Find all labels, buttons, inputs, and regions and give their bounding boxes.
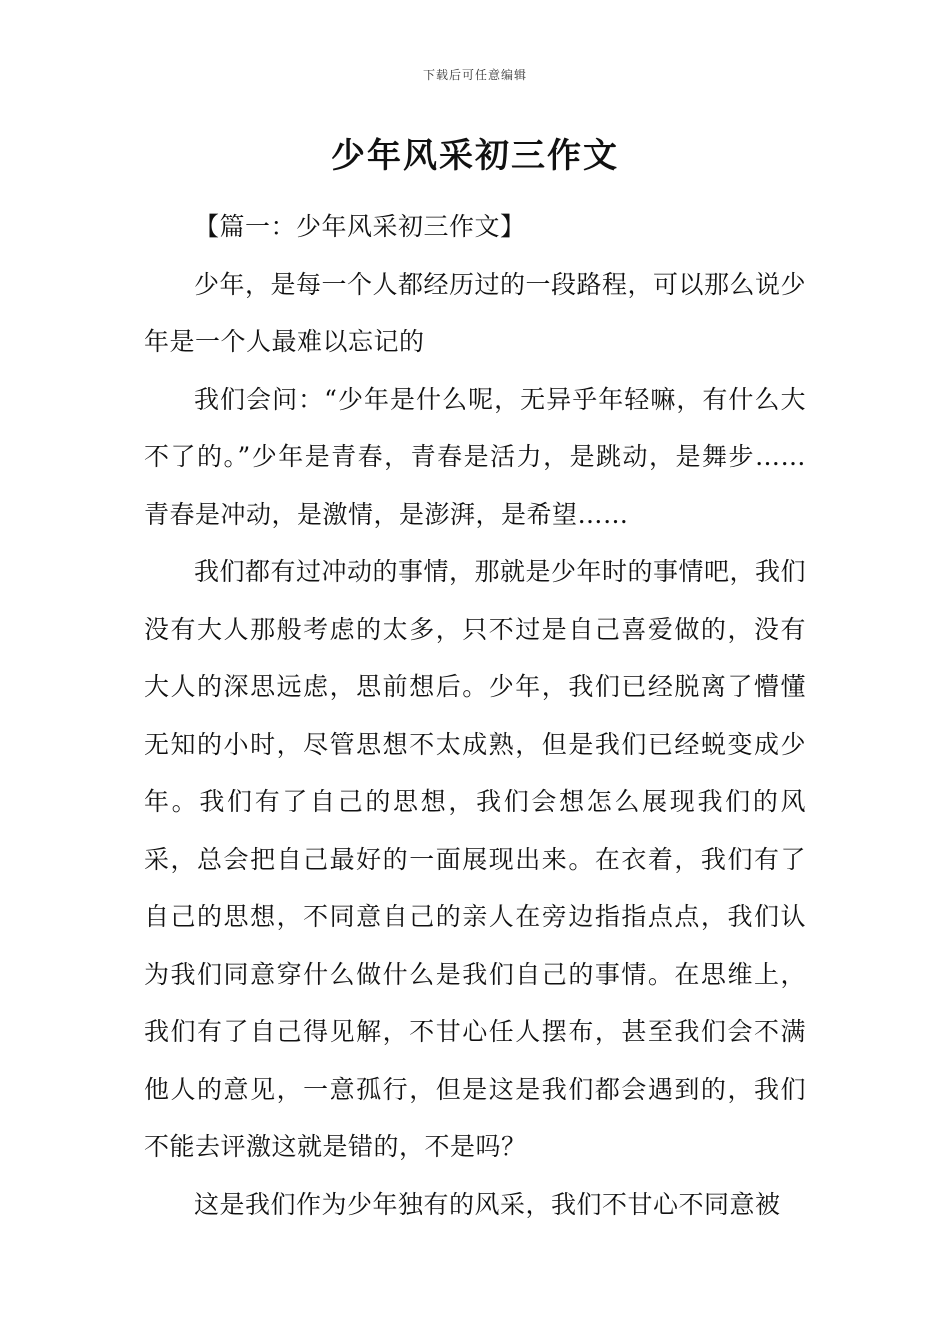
section-heading: 【篇一：少年风采初三作文】	[194, 212, 526, 241]
document-title: 少年风采初三作文	[331, 136, 619, 176]
document-body	[144, 198, 806, 1233]
paragraph-4: 这是我们作为少年独有的风采，我们不甘心不同意被	[194, 1189, 781, 1219]
header-note: 下载后可任意编辑	[422, 68, 527, 82]
paragraph-2: 我们会问：“少年是什么呢，无异乎年轻嘛，有什么大不了的。”少年是青春，青春是活力，是跳动，是舞步……青春是冲动，是激情，是澎湃，是希望……	[144, 384, 806, 529]
paragraph-3: 我们都有过冲动的事情，那就是少年时的事情吧，我们没有大人那般考虑的太多，只不过是自己喜爱做的，没有大人的深思远虑，思前想后。少年，我们已经脱离了懵懂无知的小时，尽管思想不太成熟，但是我们已经蜕变成少年。我们有了自己的思想，我们会想怎么展现我们的风采，总会把自己最好的一面展现出来。在衣着，我们有了自己的思想，不同意自己的亲人在旁边指指点点，我们认为我们同意穿什么做什么是我们自己的事情。在思维上，我们有了自己得见解，不甘心任人摆布，甚至我们会不满他人的意见，一意孤行，但是这是我们都会遇到的，我们不能去评激这就是错的，不是吗？	[144, 557, 807, 1161]
paragraph-1: 少年，是每一个人都经历过的一段路程，可以那么说少年是一个人最难以忘记的	[144, 269, 807, 356]
